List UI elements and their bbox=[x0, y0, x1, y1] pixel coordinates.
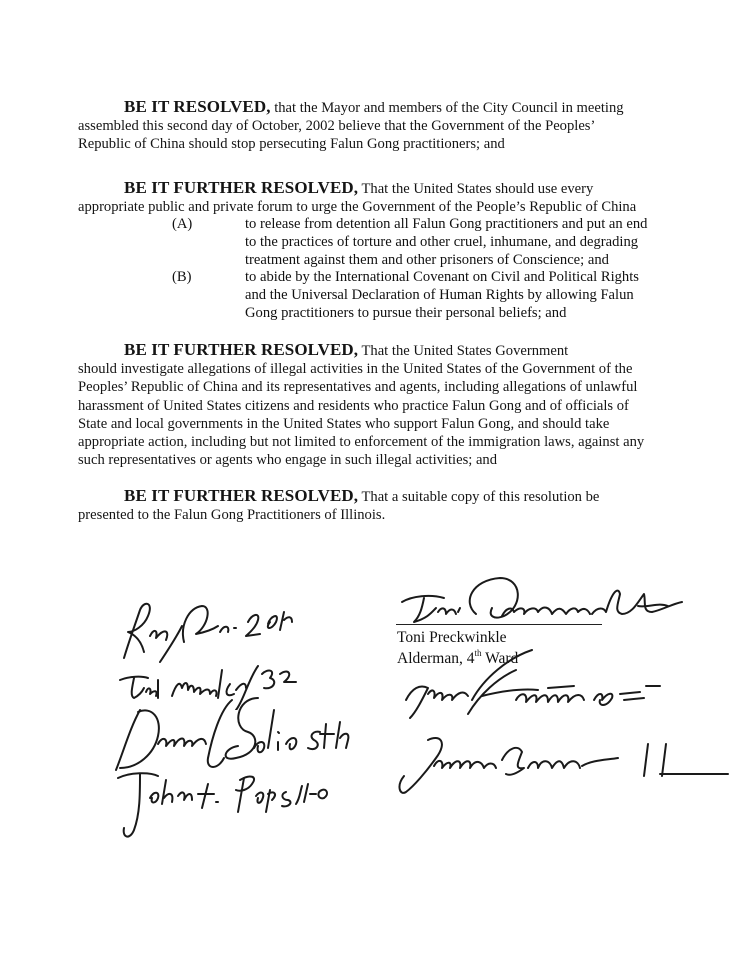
list-item-label: (B) bbox=[172, 269, 192, 285]
list-item-text bbox=[245, 215, 647, 270]
resolution-lead: BE IT FURTHER RESOLVED, bbox=[124, 340, 359, 359]
paragraph-text: That a suitable copy of this resolution be bbox=[358, 489, 600, 505]
paragraph-line: Gong practitioners to pursue their personal beliefs; and bbox=[245, 305, 567, 322]
paragraph-3-first-line bbox=[78, 341, 644, 360]
paragraph-line: and the Universal Declaration of Human Rights by allowing Falun bbox=[245, 287, 634, 304]
resolution-lead: BE IT FURTHER RESOLVED, bbox=[124, 178, 359, 197]
resolution-paragraph-2 bbox=[78, 179, 636, 216]
paragraph-line: to the practices of torture and other cruel, inhumane, and degrading bbox=[245, 234, 639, 251]
resolution-lead: BE IT RESOLVED, bbox=[124, 97, 271, 116]
paragraph-1-first-line bbox=[78, 98, 624, 117]
paragraph-line: such representatives or agents who engage in such illegal activities; and bbox=[78, 452, 498, 469]
paragraph-line: treatment against them and other prisoners of Conscience; and bbox=[245, 252, 609, 269]
paragraph-text: That the United States Government bbox=[358, 343, 569, 359]
paragraph-line: appropriate public and private forum to urge the Government of the People’s Republic of China bbox=[78, 199, 637, 216]
paragraph-line: Peoples’ Republic of China and its representatives and agents, including allegations of unlawful bbox=[78, 379, 638, 396]
signature-balcer bbox=[392, 730, 732, 800]
signature-preckwinkle bbox=[392, 572, 692, 632]
signature-pope bbox=[110, 764, 350, 844]
resolution-paragraph-4 bbox=[78, 487, 599, 524]
paragraph-line: Republic of China should stop persecuting Falun Gong practitioners; and bbox=[78, 136, 505, 153]
signature-ocasio bbox=[110, 586, 310, 666]
resolution-paragraph-3 bbox=[78, 341, 644, 469]
paragraph-2-first-line bbox=[78, 179, 636, 198]
paragraph-text: That the United States should use every bbox=[358, 181, 594, 197]
signature-line bbox=[396, 624, 602, 625]
paragraph-line: to release from detention all Falun Gong practitioners and put an end bbox=[245, 216, 648, 232]
paragraph-line: assembled this second day of October, 2002 believe that the Government of the Peoples’ bbox=[78, 118, 596, 135]
list-item-text bbox=[245, 268, 639, 323]
paragraph-line: harassment of United States citizens and residents who practice Falun Gong and of officials of bbox=[78, 397, 629, 414]
resolution-lead: BE IT FURTHER RESOLVED, bbox=[124, 486, 359, 505]
paragraph-line: should investigate allegations of illegal activities in the United States of the Government of the bbox=[78, 361, 633, 378]
signer-title-text: Ward bbox=[481, 650, 519, 667]
paragraph-line: appropriate action, including but not limited to enforcement of the immigration laws, against any bbox=[78, 434, 645, 451]
signature-hairston bbox=[398, 648, 688, 728]
paragraph-text: that the Mayor and members of the City Council in meeting bbox=[270, 100, 624, 116]
paragraph-line: presented to the Falun Gong Practitioners of Illinois. bbox=[78, 507, 386, 524]
paragraph-line: to abide by the International Covenant on Civil and Political Rights bbox=[245, 269, 639, 285]
signer-title-text: Alderman, 4 bbox=[397, 650, 475, 667]
signer-title-superscript: th bbox=[474, 647, 482, 658]
paragraph-line: State and local governments in the United States who support Falun Gong, and should take bbox=[78, 415, 610, 432]
resolution-paragraph-1 bbox=[78, 98, 624, 154]
list-item-label: (A) bbox=[172, 216, 193, 232]
paragraph-4-first-line bbox=[78, 487, 599, 506]
signer-name: Toni Preckwinkle bbox=[397, 629, 507, 646]
